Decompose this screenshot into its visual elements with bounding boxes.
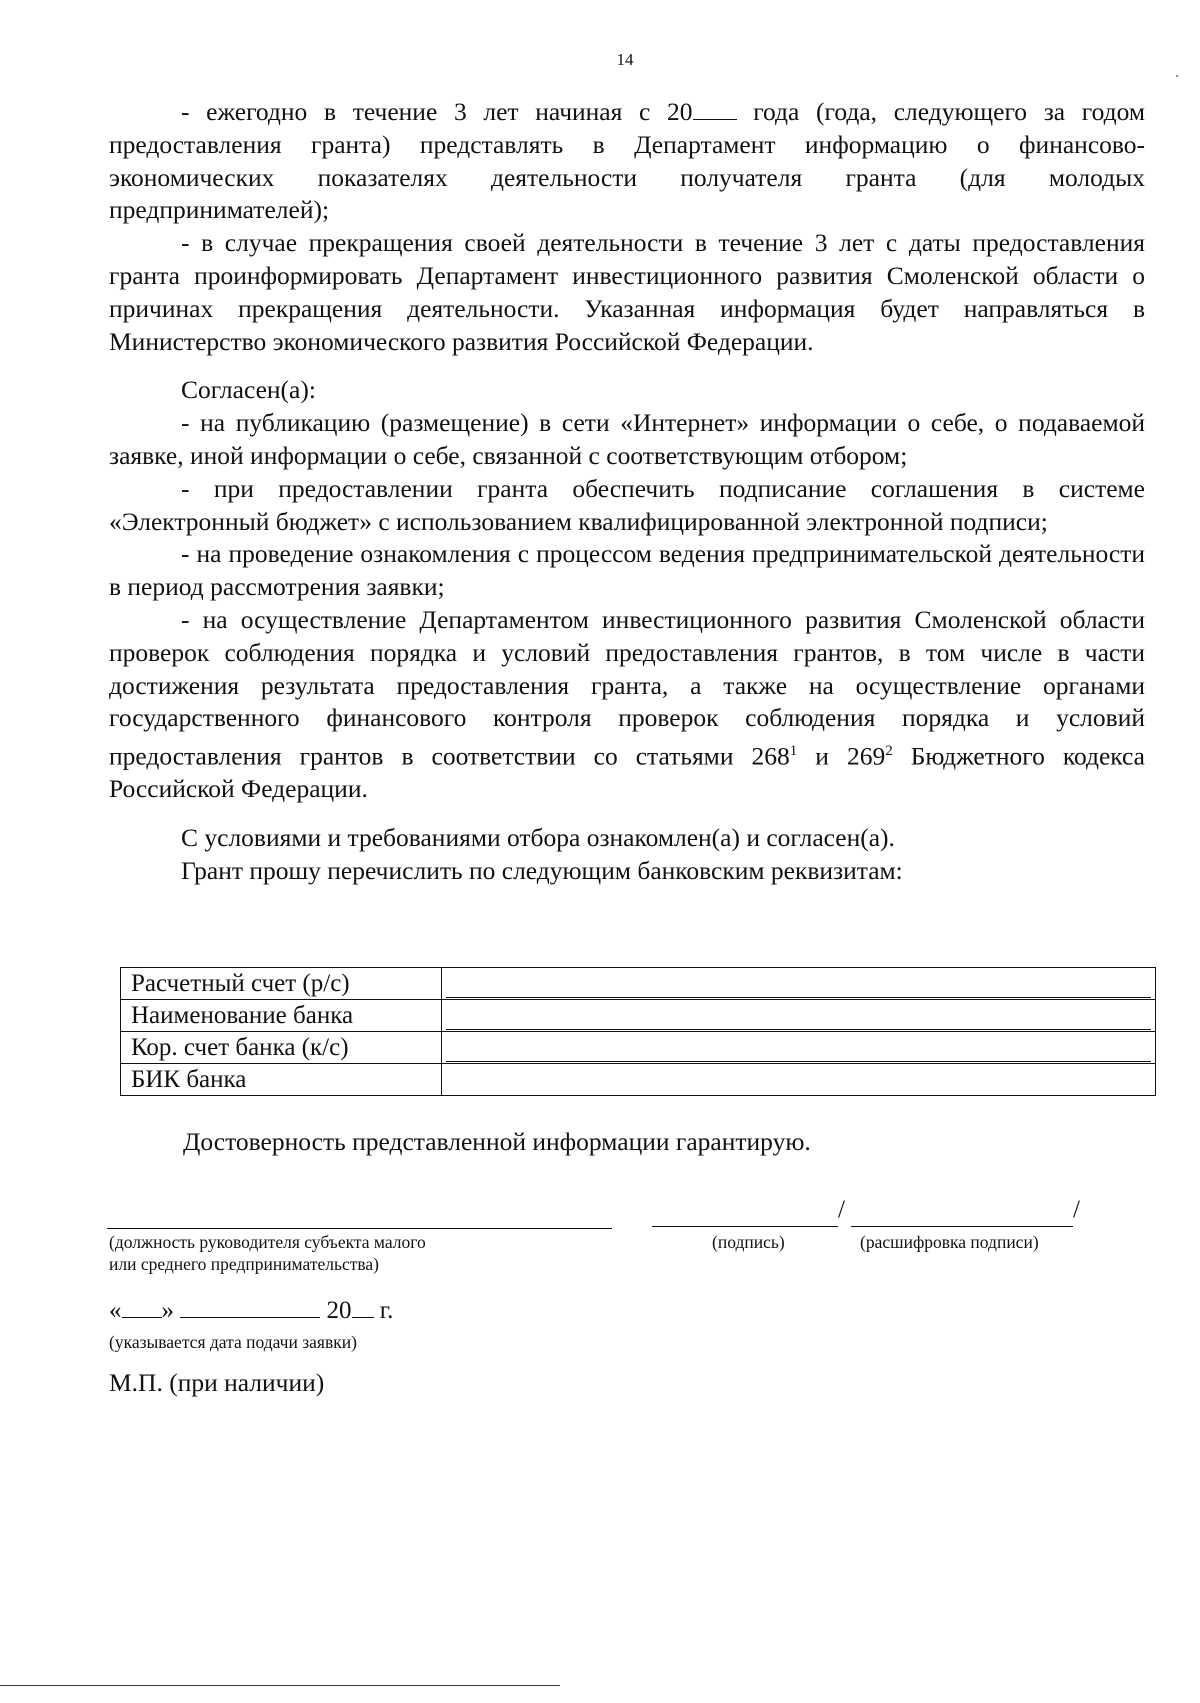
table-row xyxy=(121,1032,1156,1064)
bank-field-value[interactable] xyxy=(442,1000,1156,1032)
paragraph-termination: - в случае прекращения своей деятельности в течение 3 лет с даты предоставления гранта проинформировать Департамент инвестиционного развития Смоленской области о причинах прекращения деятельности. Указанная информация будет направляться в Министерство экономического развития Российской Федерации. xyxy=(109,228,1145,356)
bank-field-label: БИК банка xyxy=(121,1064,442,1096)
date-open-quote: « xyxy=(109,1297,122,1324)
bank-details-table xyxy=(120,967,1156,1096)
guarantee-statement: Достоверность представленной информации гарантирую. xyxy=(183,1127,811,1156)
date-field xyxy=(109,1295,393,1325)
stamp-place: М.П. (при наличии) xyxy=(109,1368,325,1397)
audit-tail: Бюджетного кодекса Российской Федерации. xyxy=(109,741,1145,804)
article-number: 269 xyxy=(846,741,886,771)
bank-field-label: Наименование банка xyxy=(121,1000,442,1032)
audit-and: и xyxy=(797,741,847,771)
date-close-quote: » xyxy=(161,1297,174,1324)
position-caption xyxy=(109,1231,426,1275)
signature-decode-line[interactable] xyxy=(851,1226,1073,1227)
article-superscript: 2 xyxy=(885,743,893,760)
signature-slash: / xyxy=(838,1196,845,1223)
year-suffix: г. xyxy=(373,1297,394,1324)
document-body xyxy=(109,96,1145,888)
bank-field-label: Кор. счет банка (к/с) xyxy=(121,1032,442,1064)
signature-caption: (подпись) xyxy=(712,1232,785,1252)
position-caption-line: или среднего предпринимательства) xyxy=(109,1254,380,1274)
table-row xyxy=(121,1064,1156,1096)
bank-intro: Грант прошу перечислить по следующим банковским реквизитам: xyxy=(181,856,903,886)
agree-item-signature: - при предоставлении гранта обеспечить подписание соглашения в системе «Электронный бюджет» с использованием квалифицированной электронной подписи; xyxy=(109,473,1145,536)
position-line[interactable] xyxy=(107,1228,612,1229)
bank-field-value[interactable] xyxy=(442,1064,1156,1096)
scan-speck xyxy=(1176,75,1178,77)
bank-field-label: Расчетный счет (р/с) xyxy=(121,968,442,1000)
year-blank[interactable] xyxy=(352,1295,374,1318)
audit-main: - на осуществление Департаментом инвестиционного развития Смоленской области проверок соблюдения порядка и условий предоставления грантов, в том числе в части достижения результата предоставления гранта, а также на осуществление органами государственного финансового контроля проверок соблюдения порядка и условий предоставления грантов в соответствии со статьями xyxy=(109,604,1145,771)
agree-item-publication: - на публикацию (размещение) в сети «Интернет» информации о себе, о подаваемой заявке, иной информации о себе, связанной с соответствующим отбором; xyxy=(109,408,1145,470)
article-superscript: 1 xyxy=(789,743,798,760)
paragraph-annual-report xyxy=(109,96,1145,227)
bank-field-value[interactable] xyxy=(442,1032,1156,1064)
month-blank[interactable] xyxy=(180,1295,320,1318)
conditions-statement: С условиями и требованиями отбора ознакомлен(а) и согласен(а). xyxy=(181,823,895,853)
page-bottom-rule xyxy=(0,1685,560,1686)
date-caption: (указывается дата подачи заявки) xyxy=(109,1332,357,1352)
table-row xyxy=(121,1000,1156,1032)
agree-item-inspection: - на проведение ознакомления с процессом ведения предпринимательской деятельности в период рассмотрения заявки; xyxy=(109,539,1145,602)
signature-decode-caption: (расшифровка подписи) xyxy=(860,1232,1039,1252)
agree-item-audit xyxy=(109,604,1145,806)
position-caption-line: (должность руководителя субъекта малого xyxy=(109,1232,426,1252)
annual-report-prefix: - ежегодно в течение 3 лет начиная с 20 xyxy=(181,97,693,126)
bank-field-value[interactable] xyxy=(442,968,1156,1000)
day-blank[interactable] xyxy=(122,1295,162,1318)
table-row xyxy=(121,968,1156,1000)
signature-slash: / xyxy=(1073,1196,1080,1223)
year-blank[interactable] xyxy=(693,97,737,120)
page-number: 14 xyxy=(616,50,634,69)
article-number: 268 xyxy=(751,741,790,771)
year-prefix: 20 xyxy=(326,1297,352,1324)
agree-heading: Согласен(а): xyxy=(181,375,316,405)
signature-line[interactable] xyxy=(652,1226,838,1227)
annual-report-suffix: года (года, следующего за годом предоставления гранта) представлять в Департамент информацию о финансово-экономических показателях деятельности получателя гранта (для молодых предпринимателей); xyxy=(109,97,1145,225)
